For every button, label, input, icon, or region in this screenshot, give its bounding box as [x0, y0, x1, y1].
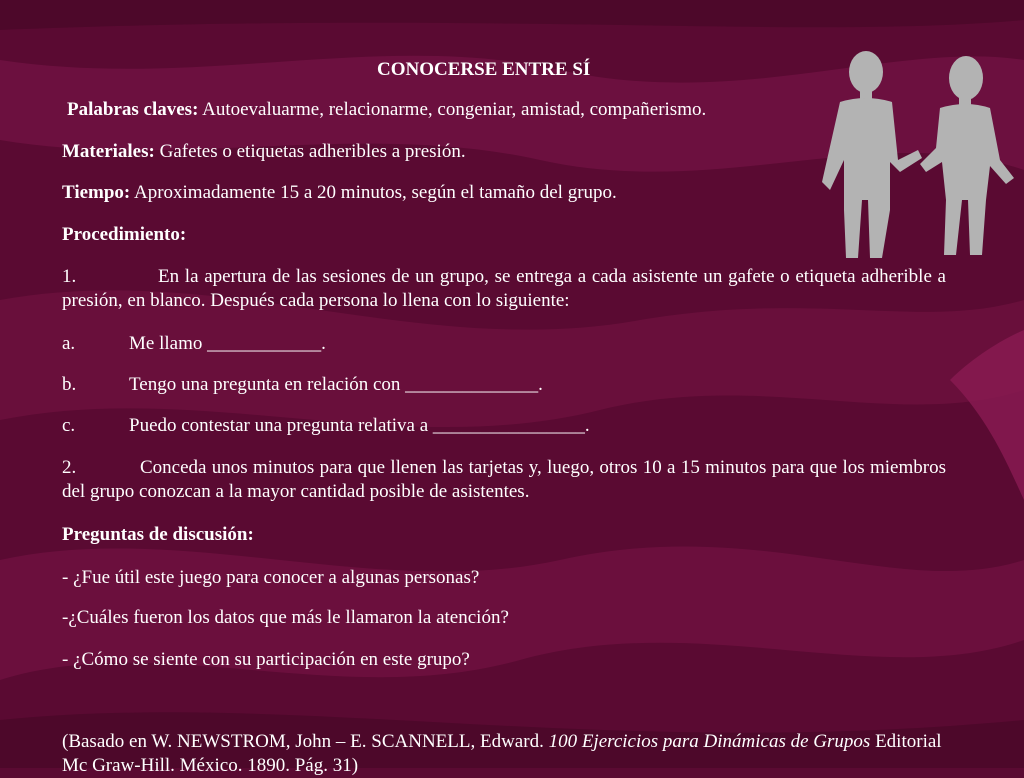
list-item — [62, 373, 543, 397]
discussion-question: - ¿Cómo se siente con su participación en este grupo? — [62, 649, 470, 670]
keywords-text: Autoevaluarme, relacionarme, congeniar, amistad, compañerismo. — [198, 99, 707, 120]
item-letter: c. — [62, 415, 76, 436]
item-letter: a. — [62, 333, 76, 354]
item-text: Me llamo ____________. — [129, 333, 326, 354]
materials-label: Materiales: — [62, 141, 155, 162]
step-2-number: 2. — [62, 457, 77, 478]
item-text: Tengo una pregunta en relación con ______________. — [129, 374, 543, 395]
reference-prefix: (Basado en W. NEWSTROM, John – E. SCANNELL, Edward. — [62, 731, 549, 752]
item-letter: b. — [62, 374, 77, 395]
list-item — [62, 414, 590, 438]
time-label: Tiempo: — [62, 182, 131, 203]
step-2-text: Conceda unos minutos para que llenen las tarjetas y, luego, otros 10 a 15 minutos para que los miembros del grupo conozcan a la mayor cantidad posible de asistentes. — [62, 457, 946, 502]
item-text: Puedo contestar una pregunta relativa a ________________. — [129, 415, 590, 436]
procedure-label: Procedimiento: — [62, 224, 187, 245]
page-title: CONOCERSE ENTRE SÍ — [377, 59, 591, 80]
step-1-number: 1. — [62, 266, 77, 287]
reference-suffix: Editorial Mc Graw-Hill. México. 1890. Pág. 31) — [62, 731, 942, 776]
materials-line — [62, 140, 466, 164]
time-line — [62, 181, 617, 205]
reference-citation — [62, 730, 946, 778]
procedure-step-1 — [62, 265, 946, 313]
keywords-label: Palabras claves: — [67, 99, 199, 120]
discussion-question: -¿Cuáles fueron los datos que más le llamaron la atención? — [62, 607, 509, 628]
step-1-text: En la apertura de las sesiones de un grupo, se entrega a cada asistente un gafete o etiqueta adherible a presión, en blanco. Después cada persona lo llena con lo siguiente: — [62, 266, 946, 311]
procedure-step-2 — [62, 456, 946, 504]
children-figures-illustration — [818, 50, 1018, 265]
discussion-label: Preguntas de discusión: — [62, 524, 254, 545]
time-text: Aproximadamente 15 a 20 minutos, según el tamaño del grupo. — [130, 182, 617, 203]
materials-text: Gafetes o etiquetas adheribles a presión. — [154, 141, 466, 162]
discussion-question: - ¿Fue útil este juego para conocer a algunas personas? — [62, 567, 480, 588]
reference-book-title: 100 Ejercicios para Dinámicas de Grupos — [548, 731, 871, 752]
list-item — [62, 332, 326, 356]
keywords-line — [67, 98, 706, 122]
